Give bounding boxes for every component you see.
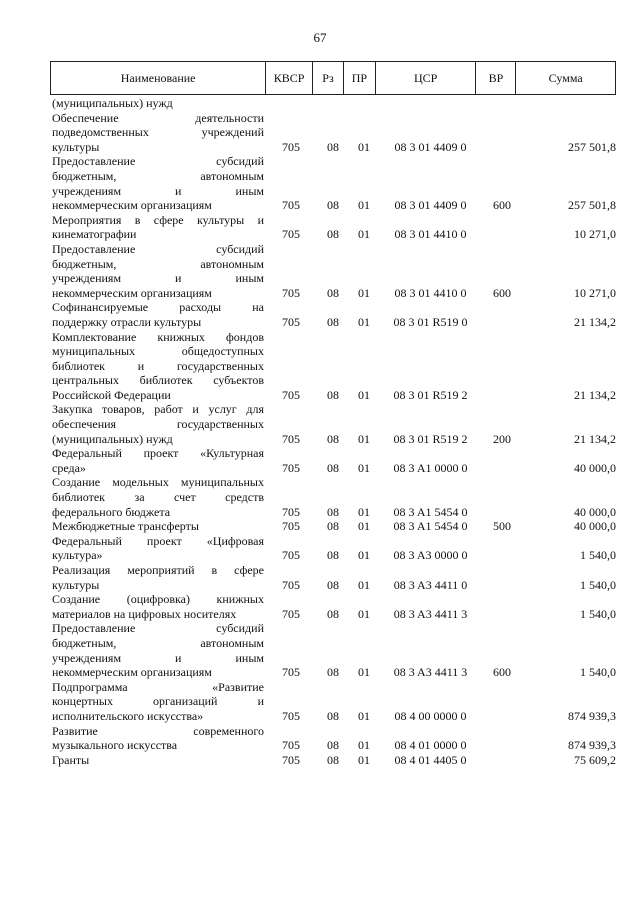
row-kvsr: 705: [282, 227, 300, 242]
row-name-line: Федеральный проект «Цифровая: [52, 533, 264, 548]
table-row: [52, 724, 616, 753]
row-csr: 08 3 01 4409 0: [394, 198, 467, 213]
row-rz: 08: [327, 577, 339, 592]
row-name-line: Предоставление субсидий: [52, 241, 264, 256]
row-name-line: обеспечения государственных: [52, 417, 264, 432]
row-name: [52, 330, 264, 403]
row-kvsr: 705: [282, 738, 300, 753]
table-row: [52, 96, 616, 111]
row-pr: 01: [358, 752, 370, 767]
row-pr: 01: [358, 606, 370, 621]
row-name-line: Реализация мероприятий в сфере: [52, 563, 264, 577]
row-sum: 21 134,2: [574, 431, 616, 446]
row-name-line: Межбюджетные трансферты: [52, 519, 199, 534]
row-name: [52, 402, 264, 446]
row-rz: 08: [327, 285, 339, 300]
table-row: [52, 519, 616, 534]
row-rz: 08: [327, 198, 339, 213]
row-name-line: учреждениям и иным: [52, 183, 264, 198]
table-row: [52, 330, 616, 403]
row-csr: 08 3 01 4410 0: [394, 227, 467, 242]
table-row: [52, 621, 616, 679]
row-name: [52, 621, 264, 679]
row-sum: 40 000,0: [574, 504, 616, 519]
row-csr: 08 3 A3 0000 0: [393, 548, 468, 563]
row-pr: 01: [358, 548, 370, 563]
row-name-line: Предоставление субсидий: [52, 154, 264, 169]
row-sum: 1 540,0: [580, 606, 616, 621]
row-name: [52, 680, 264, 724]
row-kvsr: 705: [282, 314, 300, 329]
row-name-line: подведомственных учреждений: [52, 125, 264, 140]
row-pr: 01: [358, 285, 370, 300]
row-name-line: бюджетным, автономным: [52, 635, 264, 650]
row-sum: 21 134,2: [574, 314, 616, 329]
row-vr: 600: [493, 198, 511, 213]
row-pr: 01: [358, 519, 370, 534]
row-name: [52, 592, 264, 621]
row-name-line: Софинансируемые расходы на: [52, 300, 264, 315]
table-row: [52, 534, 616, 563]
row-sum: 10 271,0: [574, 227, 616, 242]
row-csr: 08 3 01 4410 0: [394, 285, 467, 300]
row-name-line: Предоставление субсидий: [52, 621, 264, 636]
row-pr: 01: [358, 504, 370, 519]
row-pr: 01: [358, 577, 370, 592]
row-kvsr: 705: [282, 431, 300, 446]
row-pr: 01: [358, 431, 370, 446]
table-row: [52, 753, 616, 768]
row-rz: 08: [327, 460, 339, 475]
row-sum: 21 134,2: [574, 387, 616, 402]
row-kvsr: 705: [282, 519, 300, 534]
row-sum: 1 540,0: [580, 665, 616, 680]
row-csr: 08 4 01 4405 0: [394, 752, 467, 767]
row-csr: 08 3 A1 5454 0: [393, 519, 468, 534]
row-name: [52, 111, 264, 155]
row-pr: 01: [358, 227, 370, 242]
row-rz: 08: [327, 548, 339, 563]
row-name-line: поддержку отрасли культуры: [52, 314, 202, 329]
row-name-line: Закупка товаров, работ и услуг для: [52, 402, 264, 417]
row-csr: 08 3 A1 0000 0: [393, 460, 468, 475]
row-vr: 200: [493, 431, 511, 446]
row-pr: 01: [358, 738, 370, 753]
row-csr: 08 3 01 R519 0: [393, 314, 468, 329]
row-kvsr: 705: [282, 460, 300, 475]
row-sum: 257 501,8: [568, 198, 616, 213]
row-name: [52, 563, 264, 592]
row-rz: 08: [327, 387, 339, 402]
row-name-line: некоммерческим организациям: [52, 285, 212, 300]
row-csr: 08 3 01 R519 2: [393, 387, 468, 402]
table-row: [52, 402, 616, 446]
row-name-line: Создание (оцифровка) книжных: [52, 592, 264, 607]
row-name: [52, 534, 264, 563]
row-name: [52, 446, 264, 475]
row-name-line: бюджетным, автономным: [52, 168, 264, 183]
row-kvsr: 705: [282, 548, 300, 563]
row-kvsr: 705: [282, 665, 300, 680]
row-kvsr: 705: [282, 708, 300, 723]
row-pr: 01: [358, 198, 370, 213]
table-row: [52, 446, 616, 475]
row-name-line: культура»: [52, 548, 103, 563]
row-name-line: кинематографии: [52, 227, 137, 242]
row-name-line: Комплектование книжных фондов: [52, 329, 264, 344]
header-sum: Сумма: [515, 62, 615, 94]
row-name-line: центральных библиотек субъектов: [52, 373, 264, 388]
row-kvsr: 705: [282, 606, 300, 621]
row-name-line: исполнительского искусства»: [52, 708, 204, 723]
row-name: [52, 213, 264, 242]
row-name-line: культуры: [52, 577, 100, 592]
row-sum: 257 501,8: [568, 139, 616, 154]
row-pr: 01: [358, 387, 370, 402]
row-csr: 08 3 A1 5454 0: [393, 504, 468, 519]
row-sum: 10 271,0: [574, 285, 616, 300]
row-name: [52, 724, 264, 753]
row-pr: 01: [358, 314, 370, 329]
row-name: [52, 96, 264, 111]
row-name-line: концертных организаций и: [52, 694, 264, 709]
row-pr: 01: [358, 665, 370, 680]
row-rz: 08: [327, 314, 339, 329]
row-sum: 40 000,0: [574, 519, 616, 534]
row-name-line: учреждениям и иным: [52, 650, 264, 665]
row-name-line: Федеральный проект «Культурная: [52, 446, 264, 461]
row-csr: 08 3 01 4409 0: [394, 139, 467, 154]
table-row: [52, 111, 616, 155]
row-name: [52, 753, 264, 768]
row-pr: 01: [358, 139, 370, 154]
row-name-line: материалов на цифровых носителях: [52, 606, 237, 621]
row-name-line: Мероприятия в сфере культуры и: [52, 212, 264, 227]
row-rz: 08: [327, 431, 339, 446]
row-name-line: Создание модельных муниципальных: [52, 475, 264, 490]
row-rz: 08: [327, 139, 339, 154]
row-name-line: некоммерческим организациям: [52, 665, 212, 680]
row-pr: 01: [358, 460, 370, 475]
row-name-line: федерального бюджета: [52, 504, 171, 519]
row-name-line: Обеспечение деятельности: [52, 110, 264, 125]
row-name-line: учреждениям и иным: [52, 271, 264, 286]
row-sum: 1 540,0: [580, 548, 616, 563]
row-name: [52, 300, 264, 329]
row-sum: 75 609,2: [574, 752, 616, 767]
row-vr: 600: [493, 285, 511, 300]
header-csr: ЦСР: [375, 62, 476, 94]
table-row: [52, 475, 616, 519]
row-kvsr: 705: [282, 752, 300, 767]
row-csr: 08 3 A3 4411 3: [393, 606, 468, 621]
table-row: [52, 242, 616, 300]
row-rz: 08: [327, 227, 339, 242]
header-pr: ПР: [343, 62, 375, 94]
row-name-line: библиотек за счет средств: [52, 490, 264, 505]
row-name-line: музыкального искусства: [52, 738, 178, 753]
row-name: [52, 519, 264, 534]
row-sum: 1 540,0: [580, 577, 616, 592]
row-csr: 08 3 A3 4411 3: [393, 665, 468, 680]
row-name-line: Подпрограмма «Развитие: [52, 679, 264, 694]
row-pr: 01: [358, 708, 370, 723]
page-number: 67: [313, 30, 327, 45]
row-name-line: библиотек и государственных: [52, 358, 264, 373]
row-rz: 08: [327, 606, 339, 621]
row-name-line: Гранты: [52, 752, 90, 767]
row-name: [52, 242, 264, 300]
row-name-line: муниципальных общедоступных: [52, 344, 264, 359]
row-sum: 874 939,3: [568, 738, 616, 753]
row-rz: 08: [327, 708, 339, 723]
row-rz: 08: [327, 504, 339, 519]
row-name: [52, 475, 264, 519]
row-name-line: среда»: [52, 460, 86, 475]
row-vr: 600: [493, 665, 511, 680]
row-csr: 08 4 00 0000 0: [394, 708, 467, 723]
table-row: [52, 563, 616, 592]
table-row: [52, 154, 616, 212]
header-rz: Рз: [312, 62, 343, 94]
header-kvsr: КВСР: [265, 62, 312, 94]
row-kvsr: 705: [282, 139, 300, 154]
row-name-line: Российской Федерации: [52, 387, 171, 402]
row-rz: 08: [327, 752, 339, 767]
row-csr: 08 3 01 R519 2: [393, 431, 468, 446]
row-kvsr: 705: [282, 577, 300, 592]
row-sum: 40 000,0: [574, 460, 616, 475]
row-name-line: Развитие современного: [52, 723, 264, 738]
row-name-line: некоммерческим организациям: [52, 198, 212, 213]
row-kvsr: 705: [282, 198, 300, 213]
row-name-line: (муниципальных) нужд: [52, 96, 173, 110]
row-csr: 08 3 A3 4411 0: [393, 577, 468, 592]
row-sum: 874 939,3: [568, 708, 616, 723]
row-rz: 08: [327, 519, 339, 534]
header-vr: ВР: [475, 62, 515, 94]
row-name-line: культуры: [52, 139, 100, 154]
row-rz: 08: [327, 738, 339, 753]
table-row: [52, 300, 616, 329]
table-header: [50, 61, 616, 95]
table-body: [52, 96, 616, 767]
row-name-line: бюджетным, автономным: [52, 256, 264, 271]
row-name-line: (муниципальных) нужд: [52, 431, 173, 446]
row-kvsr: 705: [282, 387, 300, 402]
header-name: Наименование: [120, 70, 196, 85]
table-row: [52, 213, 616, 242]
table-row: [52, 680, 616, 724]
row-kvsr: 705: [282, 504, 300, 519]
row-kvsr: 705: [282, 285, 300, 300]
row-rz: 08: [327, 665, 339, 680]
row-vr: 500: [493, 519, 511, 534]
row-name: [52, 154, 264, 212]
row-csr: 08 4 01 0000 0: [394, 738, 467, 753]
table-row: [52, 592, 616, 621]
